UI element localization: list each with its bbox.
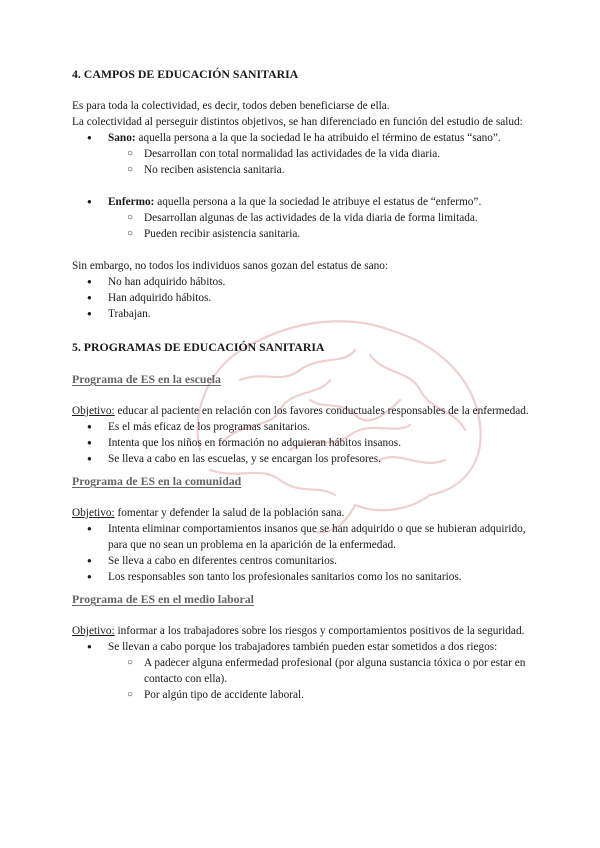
sub-list-item: ○ Por algún tipo de accidente laboral.	[72, 687, 532, 703]
subsection-heading-comunidad: Programa de ES en la comunidad	[72, 474, 242, 488]
list-item: ● Trabajan.	[72, 306, 532, 322]
list-item: ● Se lleva a cabo en las escuelas, y se encargan los profesores.	[72, 451, 532, 467]
objective-text: fomentar y defender la salud de la población sana.	[114, 507, 345, 519]
bullet-list	[72, 521, 532, 585]
list-item: ● Es el más eficaz de los programas sanitarios.	[72, 419, 532, 435]
list-item: ● No han adquirido hábitos.	[72, 274, 532, 290]
term-definition: aquella persona a la que la sociedad le ha atribuido el término de estatus “sano”.	[135, 132, 501, 144]
subsection-heading-escuela: Programa de ES en la escuela	[72, 372, 221, 386]
document-page	[72, 66, 532, 703]
subsection-heading-laboral: Programa de ES en el medio laboral	[72, 592, 254, 606]
objective-paragraph	[72, 505, 532, 521]
list-item: ● Intenta eliminar comportamientos insanos que se han adquirido o que se hubieran adquirido, para que no sean un problema en la aparición de la enfermedad.	[72, 521, 532, 553]
bullet-list	[72, 639, 532, 703]
sub-list-item: ○ Desarrollan con total normalidad las actividades de la vida diaria.	[72, 146, 532, 162]
bullet-list	[72, 130, 532, 178]
sub-list-item: ○ Pueden recibir asistencia sanitaria.	[72, 226, 532, 242]
list-item	[72, 194, 532, 210]
list-item: ● Se lleva a cabo en diferentes centros comunitarios.	[72, 553, 532, 569]
section-4-title: 4. CAMPOS DE EDUCACIÓN SANITARIA	[72, 67, 299, 81]
term-label: Sano:	[108, 132, 136, 144]
objective-paragraph	[72, 623, 532, 639]
paragraph: La colectividad al perseguir distintos objetivos, se han diferenciado en función del estudio de salud:	[72, 116, 523, 128]
objective-label: Objetivo:	[72, 625, 115, 637]
list-item: ● Intenta que los niños en formación no adquieran hábitos insanos.	[72, 435, 532, 451]
bullet-list	[72, 194, 532, 242]
term-label: Enfermo:	[108, 196, 155, 208]
objective-paragraph	[72, 403, 532, 419]
term-definition: aquella persona a la que la sociedad le atribuye el estatus de “enfermo”.	[154, 196, 482, 208]
objective-text: informar a los trabajadores sobre los riesgos y comportamientos positivos de la seguridad.	[114, 625, 525, 637]
bullet-list	[72, 274, 532, 322]
paragraph: Sin embargo, no todos los individuos sanos gozan del estatus de sano:	[72, 260, 389, 272]
objective-text: educar al paciente en relación con los favores conductuales responsables de la enfermedad.	[114, 405, 529, 417]
list-item: ● Se llevan a cabo porque los trabajadores también pueden estar sometidos a dos riegos:	[72, 639, 532, 655]
bullet-list	[72, 419, 532, 467]
objective-label: Objetivo:	[72, 507, 115, 519]
sub-list-item: ○ A padecer alguna enfermedad profesional (por alguna sustancia tóxica o por estar en contacto con ella).	[72, 655, 532, 687]
list-item: ● Han adquirido hábitos.	[72, 290, 532, 306]
paragraph: Es para toda la colectividad, es decir, todos deben beneficiarse de ella.	[72, 100, 390, 112]
list-item	[72, 130, 532, 146]
section-5-title: 5. PROGRAMAS DE EDUCACIÓN SANITARIA	[72, 340, 325, 354]
list-item: ● Los responsables son tanto los profesionales sanitarios como los no sanitarios.	[72, 569, 532, 585]
sub-list-item: ○ Desarrollan algunas de las actividades de la vida diaria de forma limitada.	[72, 210, 532, 226]
objective-label: Objetivo:	[72, 405, 115, 417]
sub-list-item: ○ No reciben asistencia sanitaria.	[72, 162, 532, 178]
